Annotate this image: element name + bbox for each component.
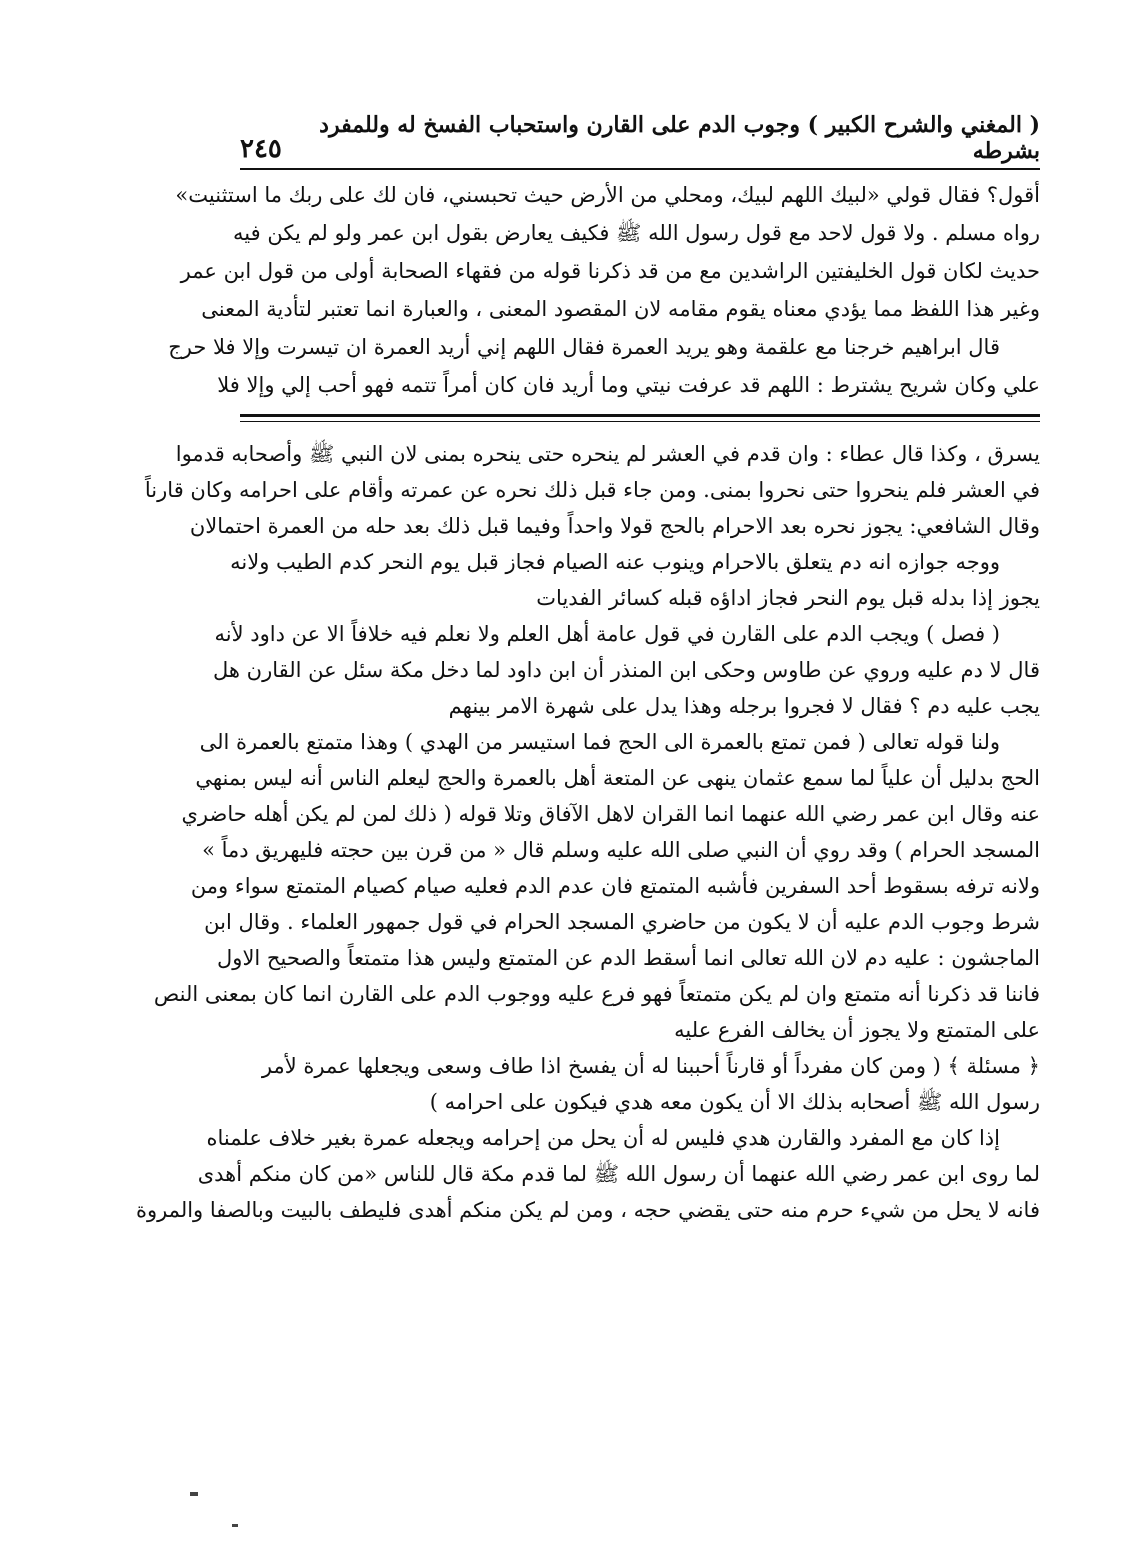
text-line: حديث لكان قول الخليفتين الراشدين مع من قد ذكرنا قوله من فقهاء الصحابة أولى من قول ابن عمر: [180, 259, 1040, 283]
text-line: رواه مسلم . ولا قول لاحد مع قول رسول الله ﷺ فكيف يعارض بقول ابن عمر ولو لم يكن فيه: [233, 221, 1040, 245]
text-line: فاننا قد ذكرنا أنه متمتع وان لم يكن متمتعاً فهو فرع عليه ووجوب الدم على القارن انما كان بمعنى النص: [153, 982, 1040, 1006]
text-line: قال ابراهيم خرجنا مع علقمة وهو يريد العمرة فقال اللهم إني أريد العمرة ان تيسرت وإلا فلا حرج: [168, 335, 1000, 359]
header-title: ( المغني والشرح الكبير ) وجوب الدم على القارن واستحباب الفسخ له وللمفرد بشرطه: [319, 112, 1040, 164]
text-line: على المتمتع ولا يجوز أن يخالف الفرع عليه: [674, 1018, 1040, 1042]
commentary-text: [135, 436, 1040, 1228]
text-line: يسرق ، وكذا قال عطاء : وان قدم في العشر لم ينحره حتى ينحره بمنى لان النبي ﷺ وأصحابه قدموا: [175, 442, 1040, 466]
text-line: وغير هذا اللفظ مما يؤدي معناه يقوم مقامه لان المقصود المعنى ، والعبارة انما تعتبر لتأدية المعنى: [201, 297, 1040, 321]
text-line: لما روى ابن عمر رضي الله عنهما أن رسول الله ﷺ لما قدم مكة قال للناس «من كان منكم أهدى: [197, 1162, 1040, 1186]
header-rule: [240, 168, 1040, 170]
text-line: رسول الله ﷺ أصحابه بذلك الا أن يكون معه هدي فيكون على احرامه ): [429, 1090, 1040, 1114]
scan-speck: [232, 1524, 238, 1527]
page: [135, 112, 1040, 1228]
text-line: ولانه ترفه بسقوط أحد السفرين فأشبه المتمتع فان عدم الدم فعليه صيام كصيام المتمتع سواء ومن: [190, 874, 1040, 898]
text-line: عنه وقال ابن عمر رضي الله عنهما انما القران لاهل الآفاق وتلا قوله ( ذلك لمن لم يكن أهله حاضري: [181, 802, 1040, 826]
text-line: قال لا دم عليه وروي عن طاوس وحكى ابن المنذر أن ابن داود لما دخل مكة سئل عن القارن هل: [213, 658, 1040, 682]
text-line: علي وكان شريح يشترط : اللهم قد عرفت نيتي وما أريد فان كان أمراً تتمه فهو أحب إلي وإلا فلا: [217, 373, 1040, 397]
text-line: إذا كان مع المفرد والقارن هدي فليس له أن يحل من إحرامه ويجعله عمرة بغير خلاف علمناه: [206, 1126, 1000, 1150]
text-line: ﴿ مسئلة ﴾ ( ومن كان مفرداً أو قارناً أحببنا له أن يفسخ اذا طاف وسعى ويجعلها عمرة لأمر: [261, 1054, 1040, 1078]
section-divider: [240, 414, 1040, 422]
text-line: ( فصل ) ويجب الدم على القارن في قول عامة أهل العلم ولا نعلم فيه خلافاً الا عن داود لأنه: [214, 622, 1000, 646]
text-line: فانه لا يحل من شيء حرم منه حتى يقضي حجه ، ومن لم يكن منكم أهدى فليطف بالبيت وبالصفا والمروة: [135, 1198, 1040, 1222]
main-text: [168, 176, 1040, 404]
text-line: ولنا قوله تعالى ( فمن تمتع بالعمرة الى الحج فما استيسر من الهدي ) وهذا متمتع بالعمرة الى: [199, 730, 1000, 754]
scan-speck: [190, 1492, 198, 1496]
text-line: ووجه جوازه انه دم يتعلق بالاحرام وينوب عنه الصيام فجاز قبل يوم النحر كدم الطيب ولانه: [230, 550, 1000, 574]
text-line: وقال الشافعي: يجوز نحره بعد الاحرام بالحج قولا واحداً وفيما قبل ذلك بعد حله من العمرة احتمالان: [189, 514, 1040, 538]
text-line: يجوز إذا بدله قبل يوم النحر فجاز اداؤه قبله كسائر الفديات: [536, 586, 1040, 610]
text-line: يجب عليه دم ؟ فقال لا فجروا برجله وهذا يدل على شهرة الامر بينهم: [448, 694, 1040, 718]
text-line: أقول؟ فقال قولي «لبيك اللهم لبيك، ومحلي من الأرض حيث تحبسني، فان لك على ربك ما استثنيت»: [175, 183, 1040, 207]
page-number: ٢٤٥: [240, 134, 282, 164]
running-header: [240, 112, 1040, 164]
text-line: الحج بدليل أن علياً لما سمع عثمان ينهى عن المتعة أهل بالعمرة والحج ليعلم الناس أنه ليس بمنهي: [195, 766, 1040, 790]
text-line: في العشر فلم ينحروا حتى نحروا بمنى. ومن جاء قبل ذلك نحره عن عمرته وأقام على احرامه وكان قارناً: [144, 478, 1040, 502]
text-line: المسجد الحرام ) وقد روي أن النبي صلى الله عليه وسلم قال « من قرن بين حجته فليهريق دماً »: [202, 838, 1040, 862]
text-line: الماجشون : عليه دم لان الله تعالى انما أسقط الدم عن المتمتع وليس هذا متمتعاً والصحيح الاول: [217, 946, 1040, 970]
text-line: شرط وجوب الدم عليه أن لا يكون من حاضري المسجد الحرام في قول جمهور العلماء . وقال ابن: [204, 910, 1040, 934]
